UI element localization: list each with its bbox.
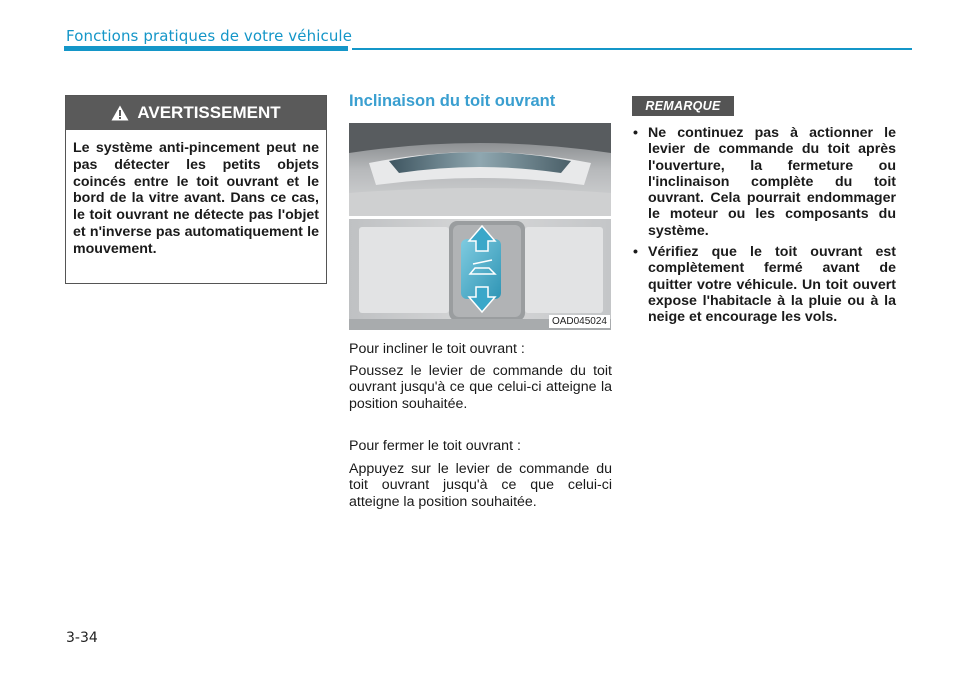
note-item-text: Ne continuez pas à actionner le levier de commande du toit après l'ouverture, la fermeture ou l'inclinaison complète du toit ouvrant. Cela pourrait endommager le moteur ou les composants du système. [648, 125, 896, 239]
header-accent-bar [64, 46, 348, 51]
photo-code: OAD045024 [549, 315, 610, 328]
note-item-text: Vérifiez que le toit ouvrant est complètement fermé avant de quitter votre véhicule. Un toit ouvert expose l'habitacle à la pluie ou à la neige et encourage les vols. [648, 244, 896, 326]
page-number: 3-34 [66, 630, 98, 646]
warning-box [65, 95, 327, 284]
list-item [632, 125, 896, 239]
sunroof-control-photo [349, 123, 611, 330]
section-title: Inclinaison du toit ouvrant [349, 92, 556, 110]
note-list [632, 125, 896, 331]
tilt-instruction: Poussez le levier de commande du toit ouvrant jusqu'à ce que celui-ci atteigne la position souhaitée. [349, 363, 612, 412]
bullet: • [633, 125, 638, 141]
close-instruction: Appuyez sur le levier de commande du toit ouvrant jusqu'à ce que celui-ci atteigne la position souhaitée. [349, 461, 612, 510]
tilt-label: Pour incliner le toit ouvrant : [349, 341, 525, 357]
warning-header [66, 96, 326, 130]
list-item [632, 244, 896, 325]
close-label: Pour fermer le toit ouvrant : [349, 438, 521, 454]
header-rule [352, 48, 912, 50]
note-badge: REMARQUE [632, 96, 734, 116]
chapter-title: Fonctions pratiques de votre véhicule [66, 27, 353, 45]
warning-triangle-icon [111, 105, 129, 121]
warning-title: AVERTISSEMENT [137, 103, 281, 122]
warning-text: Le système anti-pincement peut ne pas détecter les petits objets coincés entre le toit ouvrant et le bord de la vitre avant. Dans ce cas, le toit ouvrant ne détecte pas l'objet et n'inverse pas automatiquement le mouvement. [73, 140, 319, 257]
bullet: • [633, 244, 638, 261]
